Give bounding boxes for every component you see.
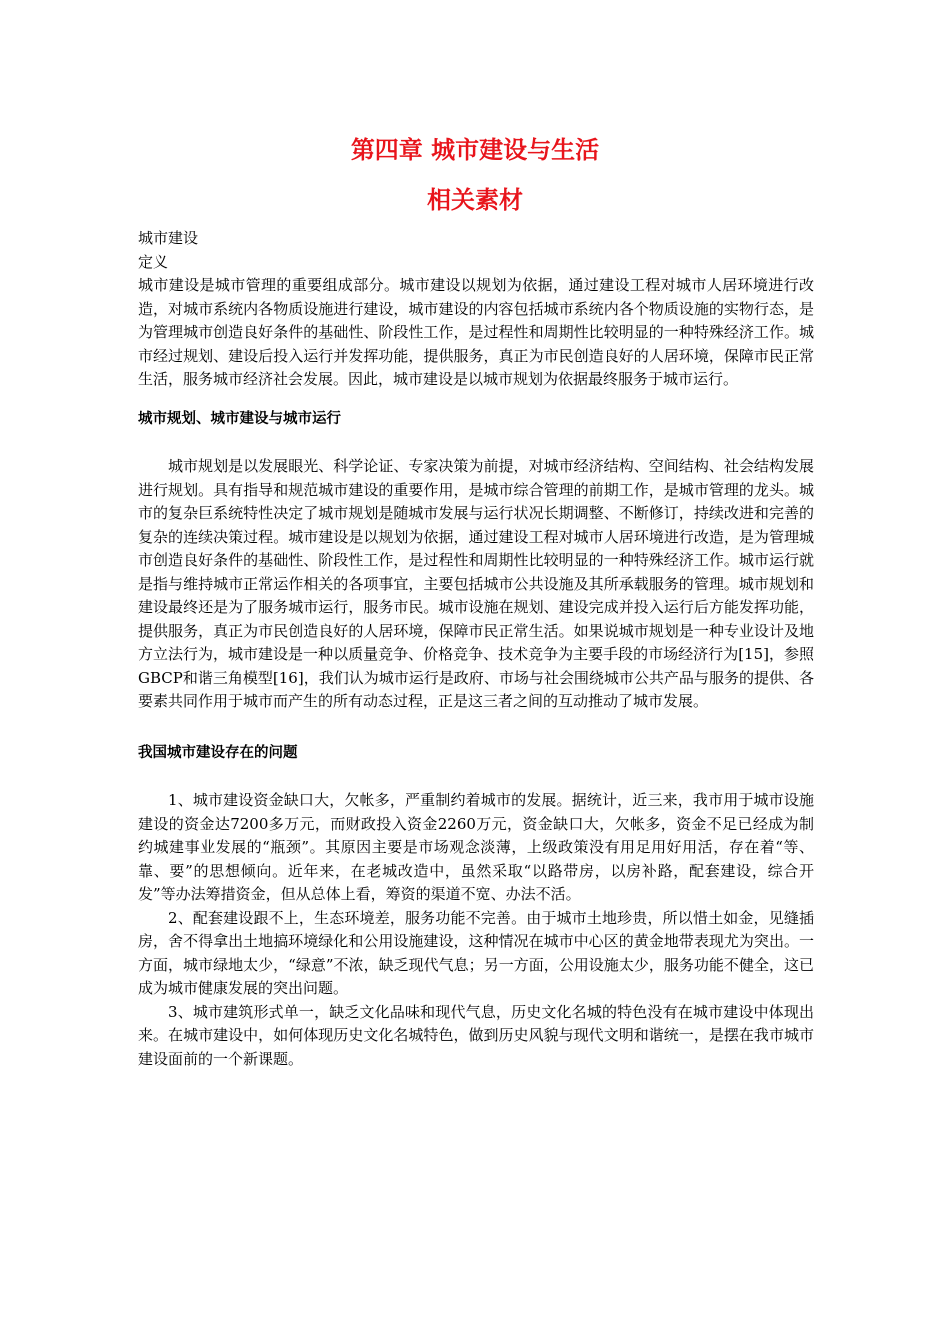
intro-label: 定义 bbox=[138, 252, 169, 271]
intro-topic: 城市建设 bbox=[138, 229, 199, 247]
section-heading-planning: 城市规划、城市建设与城市运行 bbox=[138, 410, 341, 427]
intro-paragraph: 城市建设是城市管理的重要组成部分。城市建设以规划为依据，通过建设工程对城市人居环境进行改造，对城市系统内各物质设施进行建设，城市建设的内容包括城市系统内各个物质设施的实物行态，是为管理城市创造良好条件的基础性、阶段性工作，是过程性和周期性比较明显的一种特殊经济工作。城市经过规划、建设后投入运行并发挥功能，提供服务，真正为市民创造良好的人居环境，保障市民正常生活，服务城市经济社会发展。因此，城市建设是以城市规划为依据最终服务于城市运行。 bbox=[138, 276, 814, 388]
problem-item-1: 1、城市建设资金缺口大，欠帐多，严重制约着城市的发展。据统计，近三来，我市用于城市设施建设的资金达7200多万元，而财政投入资金2260万元，资金缺口大，欠帐多，资金不足已经成为制约城建事业发展的“瓶颈”。其原因主要是市场观念淡薄，上级政策没有用足用好用活，存在着“等、靠、要”的思想倾向。近年来，在老城改造中，虽然采取“以路带房，以房补路，配套建设，综合开发”等办法筹措资金，但从总体上看，筹资的渠道不宽、办法不活。 bbox=[138, 791, 814, 903]
problem-item-2: 2、配套建设跟不上，生态环境差，服务功能不完善。由于城市土地珍贵，所以惜土如金，见缝插房，舍不得拿出土地搞环境绿化和公用设施建设，这种情况在城市中心区的黄金地带表现尤为突出。一方面，城市绿地太少，“绿意”不浓，缺乏现代气息；另一方面，公用设施太少，服务功能不健全，这已成为城市健康发展的突出问题。 bbox=[138, 908, 814, 997]
section-paragraph-planning: 城市规划是以发展眼光、科学论证、专家决策为前提，对城市经济结构、空间结构、社会结构发展进行规划。具有指导和规范城市建设的重要作用，是城市综合管理的前期工作，是城市管理的龙头。城市的复杂巨系统特性决定了城市规划是随城市发展与运行状况长期调整、不断修订，持续改进和完善的复杂的连续决策过程。城市建设是以规划为依据，通过建设工程对城市人居环境进行改造，是为管理城市创造良好条件的基础性、阶段性工作，是过程性和周期性比较明显的一种特殊经济工作。城市运行就是指与维持城市正常运作相关的各项事宜，主要包括城市公共设施及其所承载服务的管理。城市规划和建设最终还是为了服务城市运行，服务市民。城市设施在规划、建设完成并投入运行后方能发挥功能，提供服务，真正为市民创造良好的人居环境，保障市民正常生活。如果说城市规划是一种专业设计及地方立法行为，城市建设是一种以质量竞争、价格竞争、技术竞争为主要手段的市场经济行为[15]，参照GBCP和谐三角模型[16]，我们认为城市运行是政府、市场与社会围绕城市公共产品与服务的提供、各要素共同作用于城市而产生的所有动态过程，正是这三者之间的互动推动了城市发展。 bbox=[138, 457, 814, 710]
chapter-subtitle: 相关素材 bbox=[427, 186, 523, 214]
chapter-title: 第四章 城市建设与生活 bbox=[350, 136, 600, 164]
section-heading-problems: 我国城市建设存在的问题 bbox=[138, 744, 298, 761]
document-body bbox=[138, 227, 814, 1071]
problem-item-3: 3、城市建筑形式单一，缺乏文化品味和现代气息，历史文化名城的特色没有在城市建设中体现出来。在城市建设中，如何体现历史文化名城特色，做到历史风貌与现代文明和谐统一，是摆在我市城市建设面前的一个新课题。 bbox=[138, 1002, 814, 1068]
